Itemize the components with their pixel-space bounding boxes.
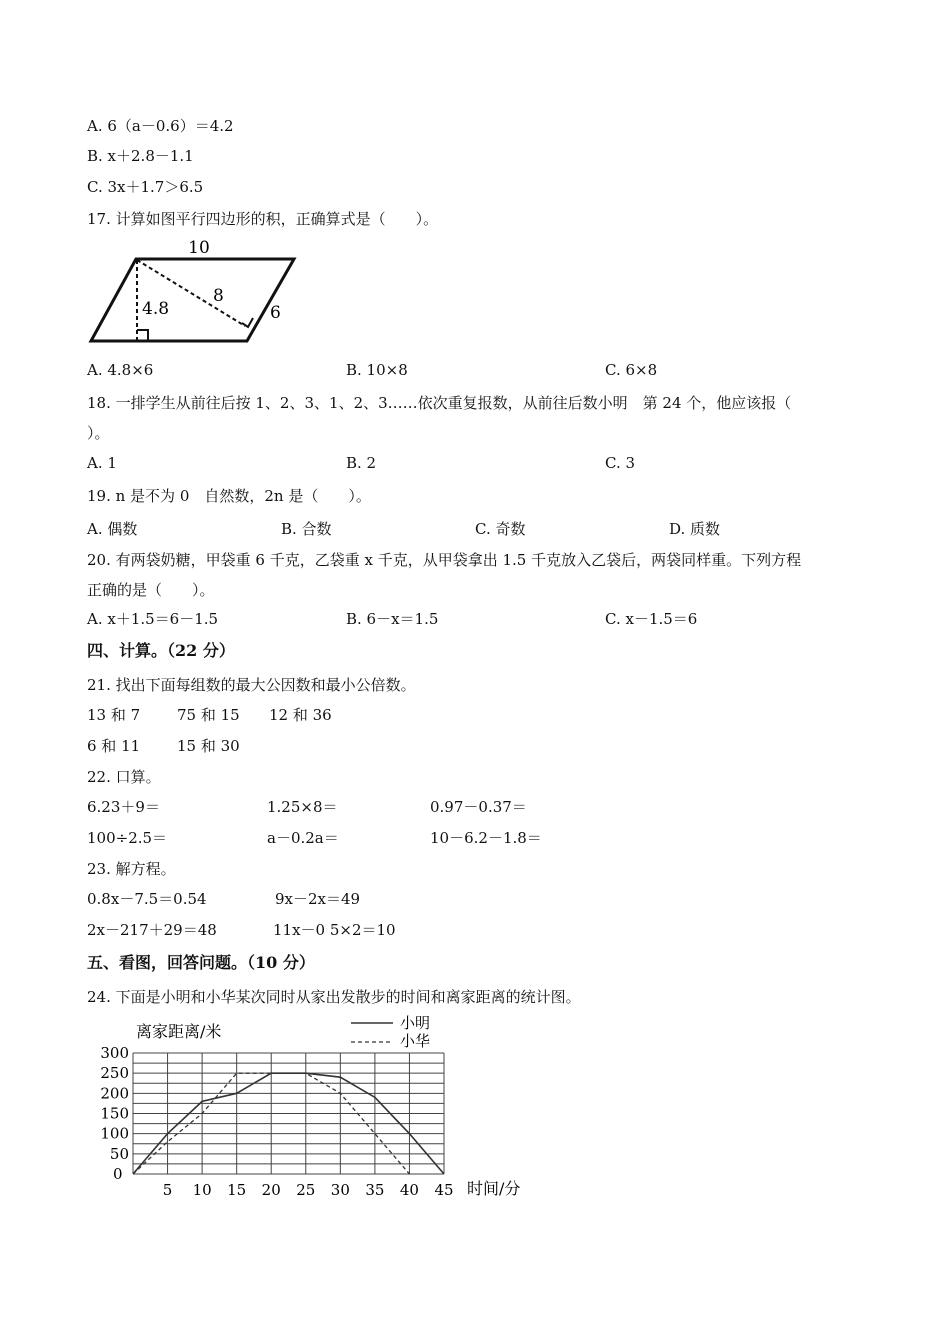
y-tick-label: 200 bbox=[100, 1084, 129, 1103]
q21-item: 6 和 11 bbox=[87, 737, 141, 755]
legend-label-xiaoming: 小明 bbox=[400, 1014, 431, 1032]
x-tick-label: 10 bbox=[192, 1181, 212, 1199]
q20-stem-line2: 正确的是（ ）。 bbox=[87, 581, 215, 599]
x-axis-label: 时间/分 bbox=[467, 1179, 521, 1198]
x-tick-label: 0 bbox=[113, 1165, 123, 1183]
q19-option-d: D. 质数 bbox=[669, 520, 721, 538]
q18-stem-line2: ）。 bbox=[87, 424, 110, 442]
q21-item: 75 和 15 bbox=[177, 706, 240, 724]
section4-title: 四、计算。（22 分） bbox=[87, 641, 235, 660]
figure-label-diagonal: 8 bbox=[213, 286, 224, 306]
q23-item: 9x－2x＝49 bbox=[275, 890, 361, 908]
q22-item: 10－6.2－1.8＝ bbox=[430, 829, 542, 847]
q17-option-c: C. 6×8 bbox=[605, 361, 658, 379]
q18-option-c: C. 3 bbox=[605, 454, 636, 472]
q21-stem: 21. 找出下面每组数的最大公因数和最小公倍数。 bbox=[87, 676, 416, 694]
q16-option-a: A. 6（a－0.6）＝4.2 bbox=[87, 117, 234, 135]
q20-option-c: C. x－1.5＝6 bbox=[605, 610, 698, 628]
q20-option-a: A. x＋1.5＝6－1.5 bbox=[87, 610, 219, 628]
y-tick-label: 50 bbox=[109, 1144, 129, 1163]
q16-option-b: B. x＋2.8－1.1 bbox=[87, 147, 194, 165]
y-tick-label: 300 bbox=[100, 1044, 129, 1062]
q23-item: 0.8x－7.5＝0.54 bbox=[87, 890, 207, 908]
x-tick-label: 15 bbox=[227, 1181, 247, 1199]
y-axis-ticks bbox=[100, 1044, 129, 1163]
y-tick-label: 150 bbox=[100, 1104, 129, 1123]
x-axis-ticks bbox=[113, 1165, 454, 1199]
x-tick-label: 30 bbox=[330, 1181, 350, 1199]
q24-stem: 24. 下面是小明和小华某次同时从家出发散步的时间和离家距离的统计图。 bbox=[87, 988, 581, 1006]
q18-stem-line1: 18. 一排学生从前往后按 1、2、3、1、2、3……依次重复报数，从前往后数小明 第 24 个，他应该报（ bbox=[87, 394, 792, 412]
x-tick-label: 40 bbox=[399, 1181, 419, 1199]
q21-item: 13 和 7 bbox=[87, 706, 141, 724]
q18-option-b: B. 2 bbox=[346, 454, 377, 472]
q19-option-c: C. 奇数 bbox=[475, 520, 526, 538]
q21-item: 15 和 30 bbox=[177, 737, 240, 755]
q22-stem: 22. 口算。 bbox=[87, 768, 161, 786]
q20-stem-line1: 20. 有两袋奶糖，甲袋重 6 千克，乙袋重 x 千克，从甲袋拿出 1.5 千克放入乙袋后，两袋同样重。下列方程 bbox=[87, 551, 802, 569]
q23-stem: 23. 解方程。 bbox=[87, 860, 176, 878]
distance-time-chart bbox=[95, 1012, 545, 1202]
chart-grid bbox=[133, 1053, 444, 1174]
q19-option-b: B. 合数 bbox=[281, 520, 332, 538]
legend-label-xiaohua: 小华 bbox=[400, 1032, 431, 1050]
q19-option-a: A. 偶数 bbox=[87, 520, 138, 538]
q22-item: 1.25×8＝ bbox=[267, 798, 338, 816]
q17-option-b: B. 10×8 bbox=[346, 361, 408, 379]
q20-option-b: B. 6－x＝1.5 bbox=[346, 610, 439, 628]
section5-title: 五、看图，回答问题。（10 分） bbox=[87, 953, 315, 972]
q22-item: 0.97－0.37＝ bbox=[430, 798, 527, 816]
x-tick-label: 45 bbox=[434, 1181, 454, 1199]
q23-item: 11x－0 5×2＝10 bbox=[273, 921, 396, 939]
figure-label-top: 10 bbox=[188, 238, 210, 258]
figure-label-height: 4.8 bbox=[142, 299, 170, 319]
chart-legend bbox=[351, 1014, 430, 1050]
q22-item: 100÷2.5＝ bbox=[87, 829, 168, 847]
q17-option-a: A. 4.8×6 bbox=[87, 361, 154, 379]
q23-item: 2x－217＋29＝48 bbox=[87, 921, 217, 939]
q22-item: 6.23＋9＝ bbox=[87, 798, 160, 816]
parallelogram-figure bbox=[85, 234, 305, 346]
x-tick-label: 35 bbox=[365, 1181, 385, 1199]
q17-stem: 17. 计算如图平行四边形的积，正确算式是（ ）。 bbox=[87, 210, 439, 228]
y-tick-label: 100 bbox=[100, 1124, 129, 1143]
figure-label-side: 6 bbox=[270, 303, 281, 323]
q19-stem: 19. n 是不为 0 自然数，2n 是（ ）。 bbox=[87, 487, 371, 505]
x-tick-label: 5 bbox=[162, 1181, 173, 1199]
x-tick-label: 20 bbox=[261, 1181, 281, 1199]
q22-item: a－0.2a＝ bbox=[267, 829, 339, 847]
y-tick-label: 250 bbox=[100, 1064, 129, 1083]
q18-option-a: A. 1 bbox=[87, 454, 117, 472]
y-axis-label: 离家距离/米 bbox=[136, 1022, 222, 1041]
q21-item: 12 和 36 bbox=[269, 706, 332, 724]
x-tick-label: 25 bbox=[296, 1181, 316, 1199]
q16-option-c: C. 3x＋1.7＞6.5 bbox=[87, 178, 204, 196]
